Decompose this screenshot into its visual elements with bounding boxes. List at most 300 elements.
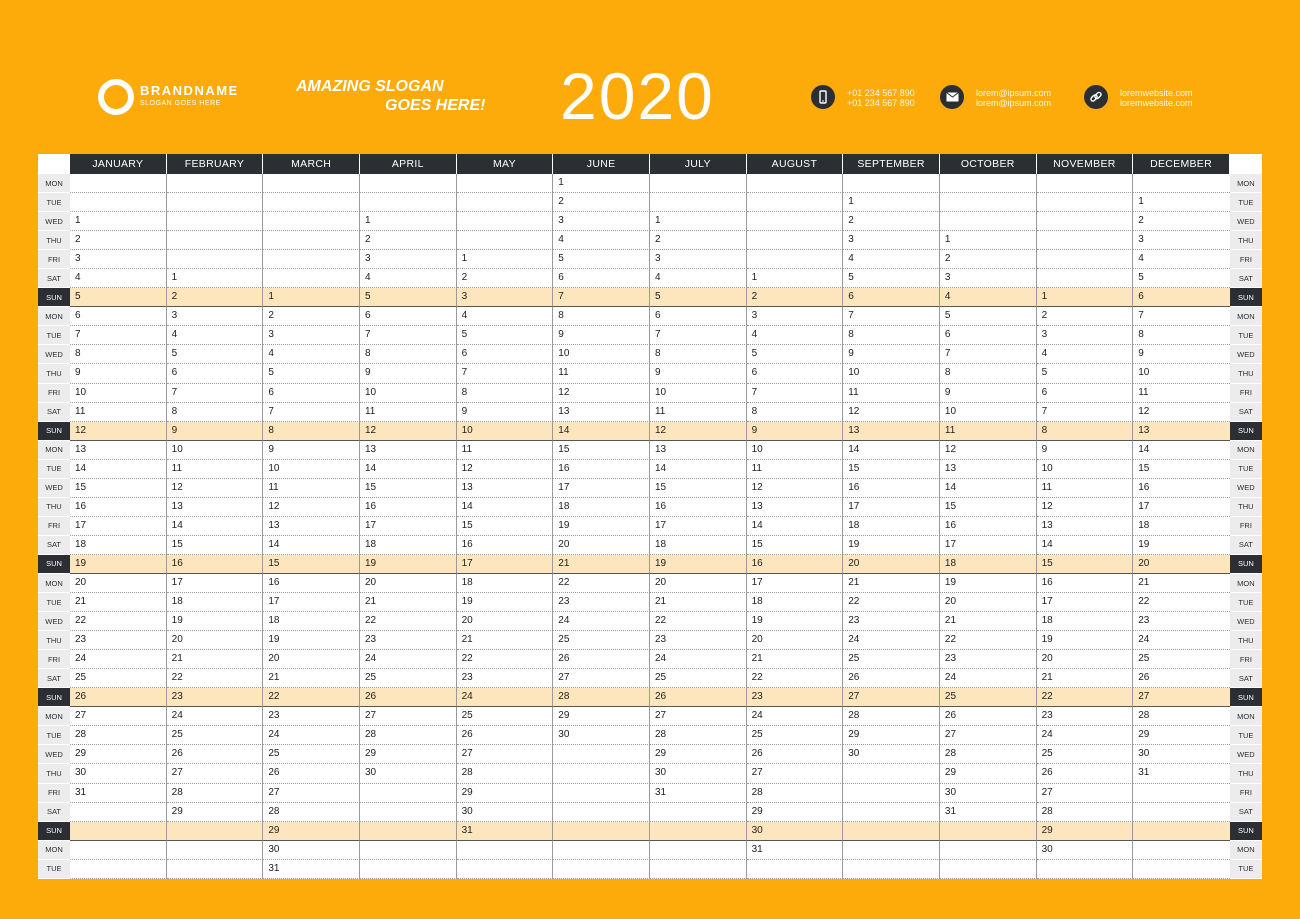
day-cell: 7 [553,288,650,307]
day-cell: 14 [457,498,554,517]
weekday-label-wed: WED [38,745,70,764]
day-cell: 9 [70,364,167,383]
day-cell [843,841,940,860]
day-cell: 26 [263,764,360,783]
day-cell: 20 [70,574,167,593]
day-cell: 4 [843,250,940,269]
day-cell: 11 [1037,479,1134,498]
day-cell [167,212,264,231]
day-cell: 22 [1133,593,1230,612]
day-cell: 1 [1037,288,1134,307]
day-cell: 23 [553,593,650,612]
day-cell: 15 [1037,555,1134,574]
envelope-icon [940,85,964,109]
day-cell: 25 [940,688,1037,707]
day-cell: 18 [457,574,554,593]
day-cell: 10 [747,441,844,460]
day-cell [553,860,650,879]
day-cell [360,860,457,879]
day-cell: 28 [360,726,457,745]
day-cell [263,231,360,250]
day-cell: 16 [747,555,844,574]
day-cell: 13 [747,498,844,517]
day-cell: 25 [1133,650,1230,669]
day-cell: 13 [263,517,360,536]
day-cell: 7 [263,403,360,422]
day-cell: 15 [1133,460,1230,479]
day-cell: 30 [843,745,940,764]
day-cell: 6 [843,288,940,307]
weekday-label-right-wed: WED [1230,612,1262,631]
day-cell: 11 [747,460,844,479]
day-cell: 14 [843,441,940,460]
day-cell: 1 [360,212,457,231]
day-cell [360,803,457,822]
slogan-line-1: AMAZING SLOGAN [296,78,444,95]
weekday-label-sun: SUN [38,688,70,707]
day-cell: 7 [70,326,167,345]
day-cell: 12 [1037,498,1134,517]
weekday-label-right-thu: THU [1230,498,1262,517]
day-cell: 27 [553,669,650,688]
day-cell: 3 [70,250,167,269]
day-cell: 22 [843,593,940,612]
month-header-october: OCTOBER [940,154,1037,174]
day-cell: 25 [747,726,844,745]
day-cell: 19 [1037,631,1134,650]
weekday-label-sun: SUN [38,422,70,441]
day-cell: 18 [940,555,1037,574]
day-cell [167,822,264,841]
weekday-label-sun: SUN [38,555,70,574]
day-cell: 18 [1133,517,1230,536]
month-header-january: JANUARY [70,154,167,174]
day-cell: 19 [747,612,844,631]
day-cell: 21 [360,593,457,612]
day-cell: 2 [263,307,360,326]
day-cell: 3 [1133,231,1230,250]
day-cell: 4 [940,288,1037,307]
day-cell: 17 [263,593,360,612]
day-cell [940,212,1037,231]
day-cell: 15 [360,479,457,498]
day-cell: 9 [747,422,844,441]
month-header-march: MARCH [263,154,360,174]
day-cell: 16 [940,517,1037,536]
day-cell: 24 [457,688,554,707]
day-cell: 12 [263,498,360,517]
day-cell: 6 [650,307,747,326]
day-cell: 27 [70,707,167,726]
weekday-label-tue: TUE [38,726,70,745]
weekday-label-right-mon: MON [1230,307,1262,326]
weekday-label-thu: THU [38,764,70,783]
day-cell [1133,803,1230,822]
month-header-february: FEBRUARY [167,154,264,174]
weekday-label-sun: SUN [38,822,70,841]
day-cell: 30 [747,822,844,841]
day-cell [940,193,1037,212]
day-cell: 12 [843,403,940,422]
weekday-label-right-tue: TUE [1230,326,1262,345]
day-cell: 31 [70,784,167,803]
day-cell: 17 [747,574,844,593]
day-cell: 12 [747,479,844,498]
day-cell: 30 [553,726,650,745]
day-cell: 19 [940,574,1037,593]
day-cell [360,784,457,803]
day-cell: 19 [650,555,747,574]
weekday-label-wed: WED [38,612,70,631]
weekday-label-sat: SAT [38,269,70,288]
day-cell [1133,841,1230,860]
day-cell: 25 [1037,745,1134,764]
day-cell: 23 [940,650,1037,669]
day-cell: 12 [167,479,264,498]
day-cell: 5 [843,269,940,288]
weekday-label-tue: TUE [38,860,70,879]
day-cell [167,250,264,269]
day-cell: 27 [1037,784,1134,803]
day-cell: 6 [263,384,360,403]
day-cell: 16 [553,460,650,479]
day-cell: 29 [553,707,650,726]
day-cell: 14 [940,479,1037,498]
day-cell: 15 [70,479,167,498]
day-cell: 26 [70,688,167,707]
day-cell: 1 [553,174,650,193]
day-cell: 2 [1133,212,1230,231]
day-cell: 11 [940,422,1037,441]
day-cell [1133,174,1230,193]
day-cell: 9 [1133,345,1230,364]
weekday-label-tue: TUE [38,460,70,479]
day-cell: 20 [167,631,264,650]
day-cell: 1 [70,212,167,231]
day-cell: 31 [650,784,747,803]
day-cell [940,860,1037,879]
day-cell: 24 [553,612,650,631]
day-cell: 8 [263,422,360,441]
day-cell: 29 [457,784,554,803]
day-cell: 18 [70,536,167,555]
day-cell: 26 [940,707,1037,726]
day-cell: 14 [553,422,650,441]
weekday-label-fri: FRI [38,784,70,803]
day-cell: 23 [167,688,264,707]
day-cell: 29 [650,745,747,764]
day-cell: 21 [167,650,264,669]
day-cell [940,822,1037,841]
day-cell: 24 [940,669,1037,688]
day-cell: 28 [263,803,360,822]
day-cell: 26 [650,688,747,707]
day-cell: 10 [167,441,264,460]
day-cell: 19 [843,536,940,555]
day-cell: 10 [263,460,360,479]
day-cell [263,212,360,231]
day-cell [650,803,747,822]
day-cell: 12 [553,384,650,403]
day-cell: 6 [1133,288,1230,307]
weekday-label-wed: WED [38,479,70,498]
day-cell [1037,193,1134,212]
day-cell: 9 [457,403,554,422]
weekday-label-right-mon: MON [1230,574,1262,593]
month-header-july: JULY [650,154,747,174]
day-cell: 15 [940,498,1037,517]
day-cell: 29 [1133,726,1230,745]
day-cell: 1 [1133,193,1230,212]
day-cell: 7 [1037,403,1134,422]
weekday-label-right-sun: SUN [1230,822,1262,841]
day-cell [843,764,940,783]
weekday-label-right-sun: SUN [1230,555,1262,574]
day-cell: 5 [263,364,360,383]
weekday-label-mon: MON [38,307,70,326]
day-cell: 16 [843,479,940,498]
day-cell: 8 [70,345,167,364]
day-cell: 7 [650,326,747,345]
day-cell: 23 [360,631,457,650]
day-cell: 3 [843,231,940,250]
day-cell: 4 [457,307,554,326]
calendar-year: 2020 [560,59,715,133]
day-cell [1133,822,1230,841]
day-cell: 2 [70,231,167,250]
day-cell [167,841,264,860]
weekday-label-wed: WED [38,345,70,364]
day-cell [843,822,940,841]
day-cell: 7 [1133,307,1230,326]
day-cell: 8 [360,345,457,364]
day-cell: 2 [650,231,747,250]
day-cell: 22 [650,612,747,631]
day-cell: 16 [263,574,360,593]
day-cell: 29 [940,764,1037,783]
day-cell: 4 [1037,345,1134,364]
day-cell [553,841,650,860]
day-cell: 10 [70,384,167,403]
day-cell: 3 [457,288,554,307]
day-cell: 7 [747,384,844,403]
weekday-label-right-wed: WED [1230,479,1262,498]
day-cell: 9 [940,384,1037,403]
day-cell: 28 [940,745,1037,764]
day-cell: 17 [1037,593,1134,612]
month-header-august: AUGUST [747,154,844,174]
day-cell: 29 [1037,822,1134,841]
weekday-label-thu: THU [38,231,70,250]
day-cell: 25 [360,669,457,688]
day-cell: 20 [940,593,1037,612]
weekday-label-fri: FRI [38,517,70,536]
day-cell: 15 [263,555,360,574]
brand-name: BRANDNAME [140,83,239,98]
day-cell: 22 [167,669,264,688]
day-cell: 12 [940,441,1037,460]
weekday-label-right-fri: FRI [1230,650,1262,669]
weekday-label-fri: FRI [38,650,70,669]
day-cell [553,803,650,822]
day-cell: 13 [843,422,940,441]
day-cell: 7 [457,364,554,383]
day-cell: 14 [360,460,457,479]
day-cell [747,193,844,212]
day-cell: 16 [650,498,747,517]
day-cell: 9 [167,422,264,441]
day-cell: 11 [553,364,650,383]
day-cell: 5 [650,288,747,307]
weekday-label-mon: MON [38,441,70,460]
day-cell: 16 [1133,479,1230,498]
day-cell: 5 [1133,269,1230,288]
day-cell [263,193,360,212]
day-cell: 4 [650,269,747,288]
day-cell [360,822,457,841]
day-cell: 2 [1037,307,1134,326]
day-cell [1037,212,1134,231]
day-cell: 19 [263,631,360,650]
day-cell: 30 [360,764,457,783]
weekday-label-right-mon: MON [1230,841,1262,860]
day-cell: 19 [457,593,554,612]
day-cell: 8 [457,384,554,403]
weekday-label-fri: FRI [38,250,70,269]
weekday-label-right-thu: THU [1230,231,1262,250]
day-cell: 22 [263,688,360,707]
corner-right [1230,154,1262,174]
day-cell: 22 [747,669,844,688]
weekday-label-sat: SAT [38,803,70,822]
day-cell: 28 [553,688,650,707]
day-cell [1037,250,1134,269]
day-cell: 13 [70,441,167,460]
day-cell: 22 [553,574,650,593]
day-cell: 30 [1037,841,1134,860]
day-cell: 28 [747,784,844,803]
day-cell: 23 [843,612,940,631]
day-cell [1037,231,1134,250]
day-cell: 5 [553,250,650,269]
weekday-label-tue: TUE [38,593,70,612]
day-cell [650,193,747,212]
day-cell: 19 [167,612,264,631]
month-header-april: APRIL [360,154,457,174]
day-cell [457,841,554,860]
weekday-label-right-tue: TUE [1230,726,1262,745]
day-cell: 21 [1037,669,1134,688]
day-cell [457,193,554,212]
weekday-label-right-sat: SAT [1230,269,1262,288]
email-1: lorem@ipsum.com [976,88,1052,98]
day-cell: 20 [553,536,650,555]
weekday-label-right-mon: MON [1230,174,1262,193]
day-cell: 25 [843,650,940,669]
day-cell [747,250,844,269]
day-cell: 25 [457,707,554,726]
day-cell [457,860,554,879]
day-cell: 2 [940,250,1037,269]
day-cell [1133,784,1230,803]
day-cell [263,269,360,288]
day-cell: 26 [843,669,940,688]
weekday-label-right-wed: WED [1230,345,1262,364]
day-cell: 15 [553,441,650,460]
day-cell: 29 [70,745,167,764]
day-cell: 27 [457,745,554,764]
day-cell: 13 [457,479,554,498]
day-cell: 26 [1037,764,1134,783]
day-cell: 21 [457,631,554,650]
day-cell: 17 [553,479,650,498]
day-cell [70,193,167,212]
day-cell: 18 [167,593,264,612]
day-cell [167,174,264,193]
day-cell: 22 [940,631,1037,650]
day-cell: 25 [263,745,360,764]
phone-number-1: +01 234 567 890 [847,88,915,98]
weekday-label-mon: MON [38,841,70,860]
weekday-label-sat: SAT [38,403,70,422]
day-cell: 15 [747,536,844,555]
day-cell: 8 [747,403,844,422]
weekday-label-right-sat: SAT [1230,669,1262,688]
day-cell: 24 [1133,631,1230,650]
day-cell: 2 [747,288,844,307]
day-cell: 8 [1037,422,1134,441]
day-cell: 29 [263,822,360,841]
day-cell: 5 [457,326,554,345]
day-cell: 21 [553,555,650,574]
day-cell [650,841,747,860]
day-cell: 13 [940,460,1037,479]
day-cell: 4 [747,326,844,345]
day-cell: 21 [263,669,360,688]
day-cell: 31 [1133,764,1230,783]
day-cell: 25 [70,669,167,688]
day-cell: 5 [167,345,264,364]
day-cell: 28 [843,707,940,726]
day-cell: 23 [650,631,747,650]
day-cell [747,860,844,879]
day-cell: 31 [747,841,844,860]
day-cell: 20 [1037,650,1134,669]
day-cell: 24 [650,650,747,669]
day-cell: 4 [1133,250,1230,269]
day-cell [70,822,167,841]
day-cell: 14 [747,517,844,536]
day-cell: 2 [843,212,940,231]
day-cell: 18 [553,498,650,517]
day-cell: 4 [553,231,650,250]
day-cell: 20 [457,612,554,631]
day-cell: 28 [1133,707,1230,726]
day-cell: 21 [650,593,747,612]
day-cell: 25 [167,726,264,745]
weekday-label-right-tue: TUE [1230,593,1262,612]
day-cell: 20 [263,650,360,669]
day-cell: 2 [167,288,264,307]
day-cell [940,174,1037,193]
day-cell: 6 [167,364,264,383]
day-cell [360,174,457,193]
day-cell [843,860,940,879]
month-header-november: NOVEMBER [1037,154,1134,174]
day-cell: 9 [263,441,360,460]
day-cell: 28 [1037,803,1134,822]
day-cell: 29 [843,726,940,745]
